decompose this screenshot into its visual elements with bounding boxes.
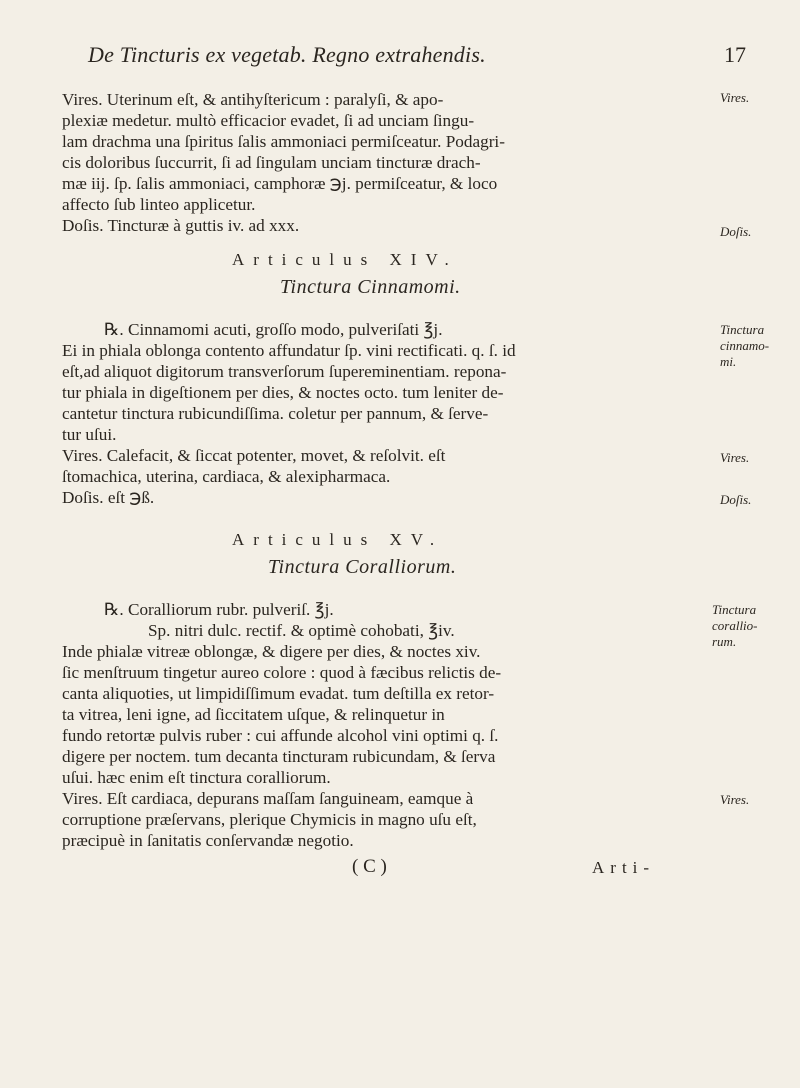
text-line: corruptione præſervans, plerique Chymicis in magno uſu eſt, [62, 810, 477, 829]
text-line: lam drachma una ſpiritus ſalis ammoniaci permiſceatur. Podagri- [62, 132, 505, 151]
text-line: canta aliquoties, ut limpidiſſimum evadat. tum deſtilla ex retor- [62, 684, 495, 703]
text-line: præcipuè in ſanitatis conſervandæ negotio. [62, 831, 354, 850]
margin-note-dosis: Doſis. [720, 224, 752, 239]
margin-note-vires: Vires. [720, 90, 750, 105]
margin-note-vires: Vires. [720, 792, 750, 807]
signature-mark: ( C ) [352, 856, 387, 877]
text-line: Vires. Eſt cardiaca, depurans maſſam ſanguineam, eamque à [62, 789, 474, 808]
text-line: tur phiala in digeſtionem per dies, & noctes octo. tum leniter de- [62, 383, 504, 402]
text-line: fundo retortæ pulvis ruber : cui affunde alcohol vini optimi q. ſ. [62, 726, 499, 745]
margin-note-dosis: Doſis. [720, 492, 752, 507]
text-line: cis doloribus ſuccurrit, ſi ad ſingulam unciam tincturæ drach- [62, 153, 481, 172]
text-line: Ei in phiala oblonga contento affundatur ſp. vini rectificati. q. ſ. id [62, 341, 516, 360]
margin-note-title: corallio- [712, 618, 758, 633]
text-line: digere per noctem. tum decanta tincturam rubicundam, & ſerva [62, 747, 496, 766]
margin-note-title: Tinctura [720, 322, 765, 337]
text-line: Vires. Calefacit, & ſiccat potenter, movet, & reſolvit. eſt [62, 446, 446, 465]
text-line: ſtomachica, uterina, cardiaca, & alexipharmaca. [62, 467, 391, 486]
catchword: Arti- [592, 858, 656, 877]
margin-note-vires: Vires. [720, 450, 750, 465]
text-line: eſt,ad aliquot digitorum transverſorum ſupereminentiam. repona- [62, 362, 507, 381]
article-heading: Articulus XV. [232, 530, 444, 549]
text-line: ſic menſtruum tingetur aureo colore : quod à fæcibus relictis de- [62, 663, 502, 682]
text-line: Doſis. eſt ℈ß. [62, 488, 155, 507]
text-line: cantetur tinctura rubicundiſſima. coletur per pannum, & ſerve- [62, 404, 489, 423]
article-title: Tinctura Coralliorum. [268, 556, 457, 578]
article-heading: Articulus XIV. [232, 250, 458, 269]
margin-note-title: cinnamo- [720, 338, 770, 353]
text-line: Inde phialæ vitreæ oblongæ, & digere per dies, & noctes xiv. [62, 642, 481, 661]
running-title: De Tincturis ex vegetab. Regno extrahendis. [88, 42, 486, 67]
text-line: ℞. Cinnamomi acuti, groſſo modo, pulveriſati ℥j. [104, 320, 443, 339]
text-line: plexiæ medetur. multò efficacior evadet, ſi ad unciam ſingu- [62, 111, 475, 130]
text-line: tur uſui. [62, 425, 117, 444]
text-line: affecto ſub linteo applicetur. [62, 195, 256, 214]
text-line: Sp. nitri dulc. rectif. & optimè cohobati, ℥iv. [148, 621, 455, 640]
text-line: Doſis. Tincturæ à guttis iv. ad xxx. [62, 216, 300, 235]
text-line: mæ iij. ſp. ſalis ammoniaci, camphoræ ℈j. permiſceatur, & loco [62, 174, 498, 193]
text-line: uſui. hæc enim eſt tinctura coralliorum. [62, 768, 331, 787]
margin-note-title: rum. [712, 634, 737, 649]
margin-note-title: mi. [720, 354, 737, 369]
page-number: 17 [724, 42, 746, 67]
text-line: ℞. Coralliorum rubr. pulveriſ. ℥j. [104, 600, 334, 619]
margin-note-title: Tinctura [712, 602, 757, 617]
article-title: Tinctura Cinnamomi. [280, 276, 461, 298]
text-line: Vires. Uterinum eſt, & antihyſtericum : paralyſi, & apo- [62, 90, 444, 109]
text-line: ta vitrea, leni igne, ad ſiccitatem uſque, & relinquetur in [62, 705, 445, 724]
